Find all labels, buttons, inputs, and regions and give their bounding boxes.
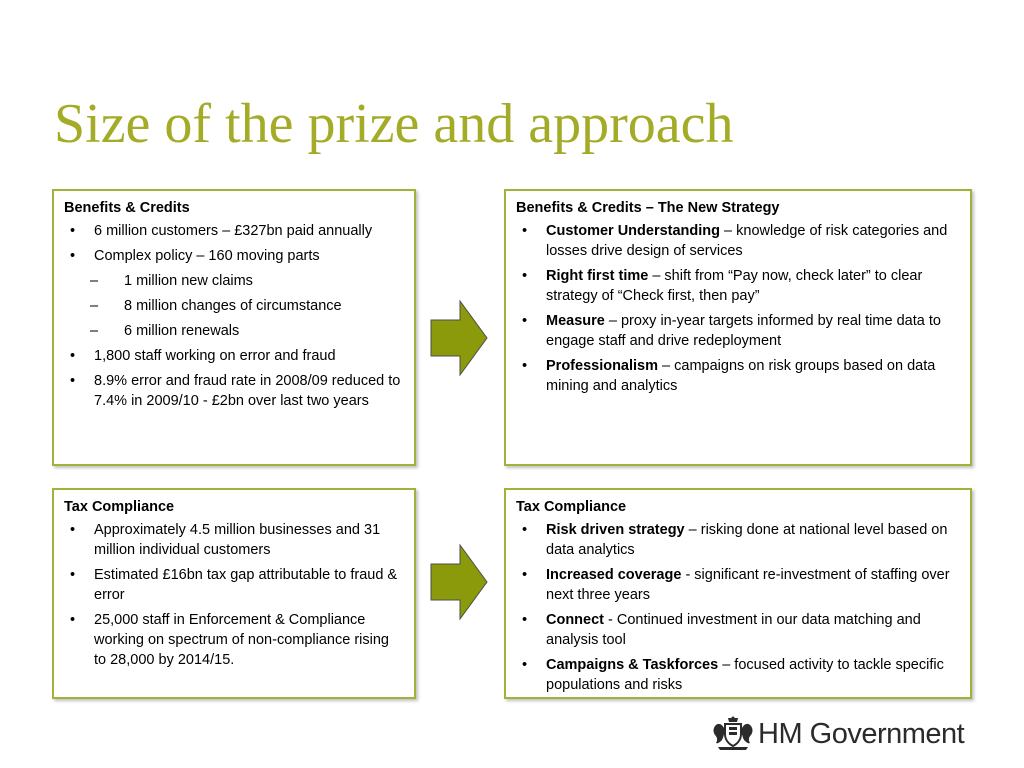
tax-compliance-box (52, 488, 416, 699)
sub-list-item: – 1 million new claims (90, 273, 253, 289)
box-heading: Tax Compliance (516, 499, 627, 515)
list-item: • Measure – proxy in-year targets informed by real time data to engage staff and drive redeployment (522, 313, 941, 349)
list-item: • Professionalism – campaigns on risk groups based on data mining and analytics (522, 358, 936, 394)
list-item: • Increased coverage - significant re-investment of staffing over next three years (522, 567, 950, 603)
new-strategy-box (504, 189, 972, 466)
benefits-credits-box (52, 189, 416, 466)
list-item: • 1,800 staff working on error and fraud (70, 348, 336, 364)
box-heading: Benefits & Credits (64, 200, 190, 216)
list-item: • Campaigns & Taskforces – focused activity to tackle specific populations and risks (522, 657, 944, 693)
list-item: • Risk driven strategy – risking done at national level based on data analytics (522, 522, 948, 558)
tax-compliance-strategy-box (504, 488, 972, 699)
hm-government-wordmark: HM Government (758, 717, 965, 750)
list-item: • 6 million customers – £327bn paid annually (70, 223, 373, 239)
list-item: • 25,000 staff in Enforcement & Compliance working on spectrum of non-compliance rising to 28,000 by 2014/15. (70, 612, 389, 668)
right-arrow-icon (430, 544, 488, 620)
box-heading: Benefits & Credits – The New Strategy (516, 200, 780, 216)
list-item: • Right first time – shift from “Pay now, check later” to clear strategy of “Check first, then pay” (522, 268, 923, 304)
bullet-list (516, 520, 960, 695)
box-heading: Tax Compliance (64, 499, 175, 515)
list-item: • Complex policy – 160 moving parts (70, 248, 320, 264)
right-arrow-icon (430, 300, 488, 376)
royal-crest-icon (712, 716, 754, 752)
list-item: • 8.9% error and fraud rate in 2008/09 reduced to 7.4% in 2009/10 - £2bn over last two years (70, 373, 401, 409)
bullet-list (64, 221, 404, 411)
list-item: • Connect - Continued investment in our data matching and analysis tool (522, 612, 921, 648)
list-item: • Customer Understanding – knowledge of risk categories and losses drive design of services (522, 223, 948, 259)
list-item: • Estimated £16bn tax gap attributable to fraud & error (70, 567, 398, 603)
list-item: • Approximately 4.5 million businesses and 31 million individual customers (70, 522, 381, 558)
slide-title: Size of the prize and approach (54, 93, 734, 155)
bullet-list (64, 520, 404, 670)
sub-list-item: – 6 million renewals (90, 323, 240, 339)
bullet-list (516, 221, 960, 396)
hm-government-logo (712, 716, 964, 752)
sub-list-item: – 8 million changes of circumstance (90, 298, 342, 314)
